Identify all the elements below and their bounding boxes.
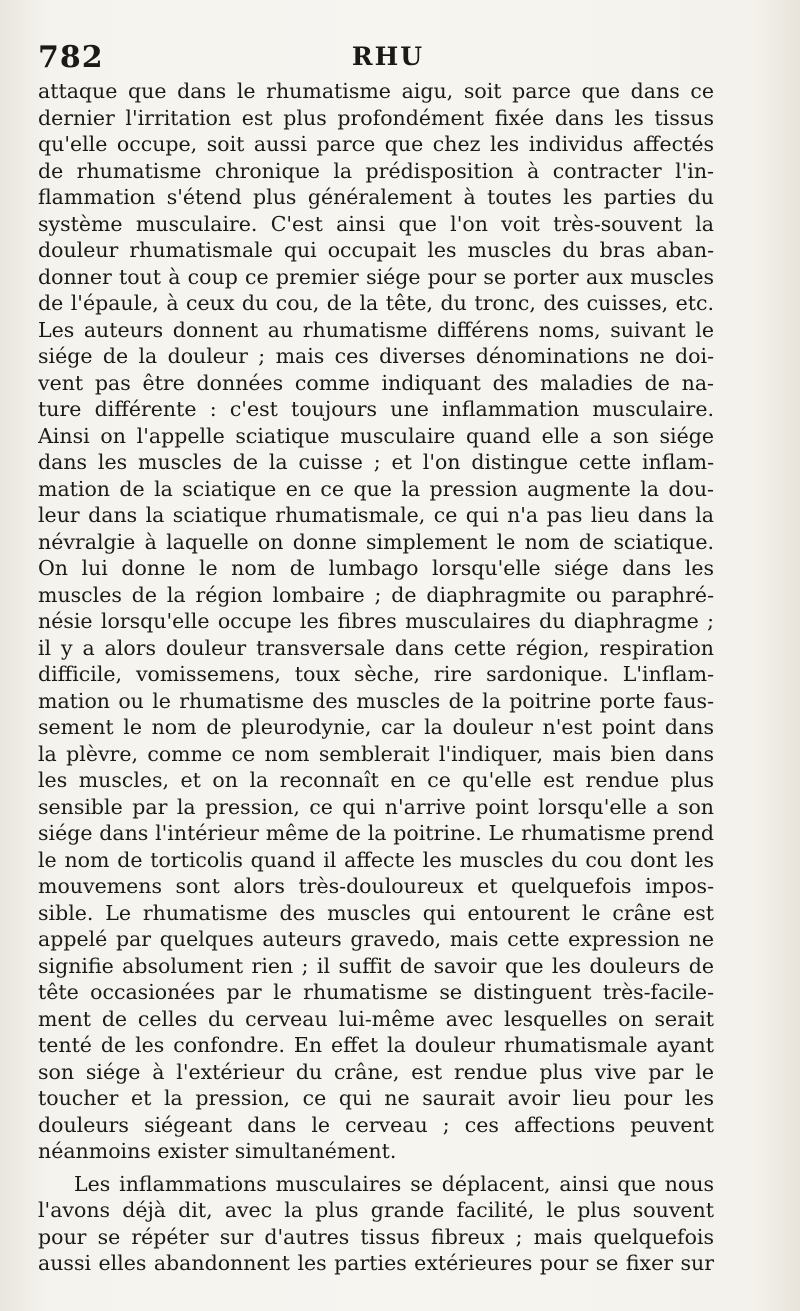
text-line: le nom de torticolis quand il affecte les muscles du cou dont les bbox=[38, 847, 714, 872]
text-line: pour se répéter sur d'autres tissus fibreux ; mais quelquefois bbox=[38, 1224, 714, 1249]
text-line: siége dans l'intérieur même de la poitrine. Le rhumatisme prend bbox=[38, 821, 714, 845]
text-line: sible. Le rhumatisme des muscles qui entourent le crâne est bbox=[38, 900, 714, 925]
page-number: 782 bbox=[38, 40, 104, 75]
text-line: sement le nom de pleurodynie, car la douleur n'est point dans bbox=[38, 715, 714, 739]
text-line: appelé par quelques auteurs gravedo, mais cette expression ne bbox=[38, 927, 714, 951]
text-line: muscles de la région lombaire ; de diaphragmite ou paraphré- bbox=[38, 582, 714, 607]
text-line: signifie absolument rien ; il suffit de savoir que les douleurs de bbox=[38, 953, 714, 978]
text-line: aussi elles abandonnent les parties extérieures pour se fixer sur bbox=[38, 1251, 714, 1275]
text-line: Ainsi on l'appelle sciatique musculaire quand elle a son siége bbox=[38, 423, 714, 448]
running-head: RHU bbox=[351, 42, 425, 71]
text-line: sensible par la pression, ce qui n'arrive point lorsqu'elle a son bbox=[38, 794, 714, 819]
text-line: Les auteurs donnent au rhumatisme différens noms, suivant le bbox=[38, 317, 714, 342]
text-line: dans les muscles de la cuisse ; et l'on distingue cette inflam- bbox=[38, 450, 714, 474]
page-header bbox=[38, 40, 738, 80]
text-line: douleur rhumatismale qui occupait les muscles du bras aban- bbox=[38, 238, 714, 262]
text-line: attaque que dans le rhumatisme aigu, soit parce que dans ce bbox=[38, 79, 714, 103]
text-line: il y a alors douleur transversale dans cette région, respiration bbox=[38, 635, 714, 660]
text-line: dernier l'irritation est plus profondément fixée dans les tissus bbox=[38, 105, 714, 130]
text-line: néanmoins exister simultanément. bbox=[38, 1139, 397, 1163]
text-line: On lui donne le nom de lumbago lorsqu'elle siége dans les bbox=[38, 556, 714, 580]
body-text bbox=[38, 78, 714, 1277]
text-line: douleurs siégeant dans le cerveau ; ces affections peuvent bbox=[38, 1112, 714, 1137]
text-line: qu'elle occupe, soit aussi parce que chez les individus affectés bbox=[38, 132, 714, 156]
text-line: mation ou le rhumatisme des muscles de la poitrine porte faus- bbox=[38, 688, 714, 713]
text-line: la plèvre, comme ce nom semblerait l'indiquer, mais bien dans bbox=[38, 741, 714, 766]
text-line: difficile, vomissemens, toux sèche, rire sardonique. L'inflam- bbox=[38, 662, 714, 686]
text-line: toucher et la pression, ce qui ne saurait avoir lieu pour les bbox=[38, 1086, 714, 1110]
text-line: ment de celles du cerveau lui-même avec lesquelles on serait bbox=[38, 1006, 714, 1031]
text-line: mation de la sciatique en ce que la pression augmente la dou- bbox=[38, 476, 714, 501]
text-line: mouvemens sont alors très-douloureux et quelquefois impos- bbox=[38, 874, 714, 898]
text-line: les muscles, et on la reconnaît en ce qu'elle est rendue plus bbox=[38, 768, 714, 792]
text-line: siége de la douleur ; mais ces diverses dénominations ne doi- bbox=[38, 344, 714, 368]
text-line: névralgie à laquelle on donne simplement le nom de sciatique. bbox=[38, 529, 714, 554]
text-line: système musculaire. C'est ainsi que l'on voit très-souvent la bbox=[38, 211, 714, 236]
text-line: l'avons déjà dit, avec la plus grande facilité, le plus souvent bbox=[38, 1198, 714, 1222]
text-line: leur dans la sciatique rhumatismale, ce qui n'a pas lieu dans la bbox=[38, 503, 714, 527]
text-line: Les inflammations musculaires se déplacent, ainsi que nous bbox=[74, 1171, 714, 1196]
text-line: tenté de les confondre. En effet la douleur rhumatismale ayant bbox=[38, 1033, 714, 1057]
text-line: de l'épaule, à ceux du cou, de la tête, du tronc, des cuisses, etc. bbox=[38, 291, 714, 315]
text-line: tête occasionées par le rhumatisme se distinguent très-facile- bbox=[38, 980, 714, 1004]
text-line: vent pas être données comme indiquant des maladies de na- bbox=[38, 370, 714, 395]
text-line: donner tout à coup ce premier siége pour se porter aux muscles bbox=[38, 264, 714, 289]
text-line: de rhumatisme chronique la prédisposition à contracter l'in- bbox=[38, 158, 714, 183]
text-line: flammation s'étend plus généralement à toutes les parties du bbox=[38, 185, 714, 209]
text-line: son siége à l'extérieur du crâne, est rendue plus vive par le bbox=[38, 1059, 714, 1084]
text-line: ture différente : c'est toujours une inflammation musculaire. bbox=[38, 397, 714, 421]
text-line: nésie lorsqu'elle occupe les fibres musculaires du diaphragme ; bbox=[38, 609, 714, 633]
